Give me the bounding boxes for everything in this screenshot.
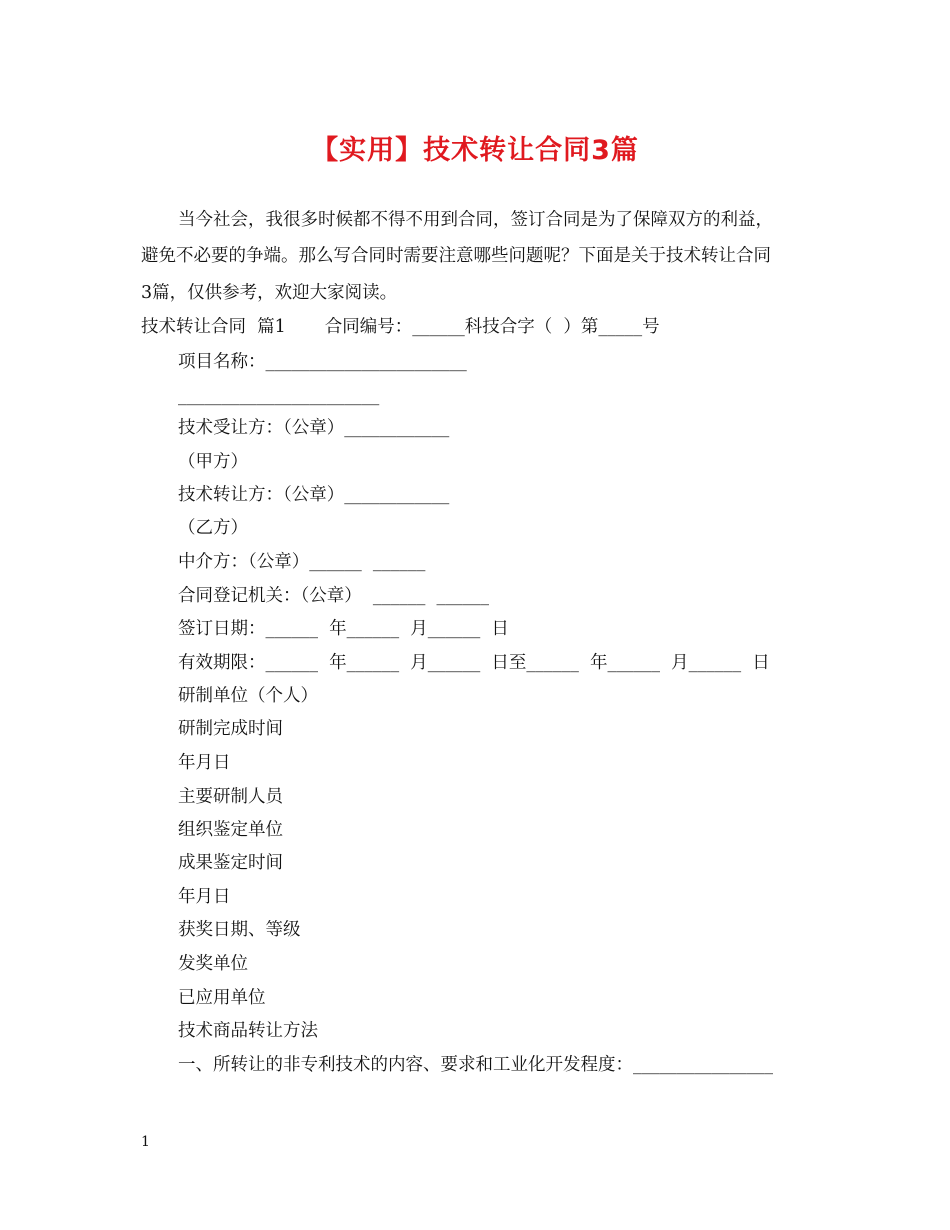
field-completion-time: 研制完成时间: [178, 719, 283, 739]
contract-heading-line: 技术转让合同 篇1 合同编号：______科技合字（ ）第_____号: [141, 317, 660, 337]
field-registration-authority: 合同登记机关：（公章） ______ ______: [178, 586, 490, 606]
field-date-ymd-1: 年月日: [178, 753, 231, 773]
field-transferor: 技术转让方：（公章）____________: [178, 485, 450, 505]
field-award-date-level: 获奖日期、等级: [178, 920, 301, 940]
field-award-issuer: 发奖单位: [178, 954, 248, 974]
field-developer: 研制单位（个人）: [178, 686, 318, 706]
field-signing-date: 签订日期：______ 年______ 月______ 日: [178, 619, 509, 639]
field-intermediary: 中介方：（公章）______ ______: [178, 552, 426, 572]
field-project-name: 项目名称：_______________________: [178, 352, 467, 372]
page-number: 1: [141, 1134, 150, 1150]
document-title: 【实用】技术转让合同3篇: [311, 135, 639, 166]
field-appraisal-time: 成果鉴定时间: [178, 853, 283, 873]
section-one-heading: 一、所转让的非专利技术的内容、要求和工业化开发程度：________________: [178, 1055, 773, 1075]
field-party-b: （乙方）: [178, 518, 248, 538]
field-transferee: 技术受让方：（公章）____________: [178, 418, 450, 438]
field-main-developers: 主要研制人员: [178, 787, 283, 807]
intro-line-3: 3篇，仅供参考，欢迎大家阅读。: [141, 283, 398, 303]
field-transfer-method: 技术商品转让方法: [178, 1021, 318, 1041]
field-validity-period: 有效期限：______ 年______ 月______ 日至______ 年______ 月______ 日: [178, 653, 770, 673]
field-party-a: （甲方）: [178, 452, 248, 472]
field-appraisal-organizer: 组织鉴定单位: [178, 820, 283, 840]
intro-line-2: 避免不必要的争端。那么写合同时需要注意哪些问题呢？下面是关于技术转让合同: [141, 246, 771, 266]
field-applied-units: 已应用单位: [178, 988, 266, 1008]
intro-line-1: 当今社会，我很多时候都不得不用到合同，签订合同是为了保障双方的利益，: [178, 210, 773, 230]
field-date-ymd-2: 年月日: [178, 887, 231, 907]
field-project-name-continuation: _______________________: [178, 386, 380, 406]
